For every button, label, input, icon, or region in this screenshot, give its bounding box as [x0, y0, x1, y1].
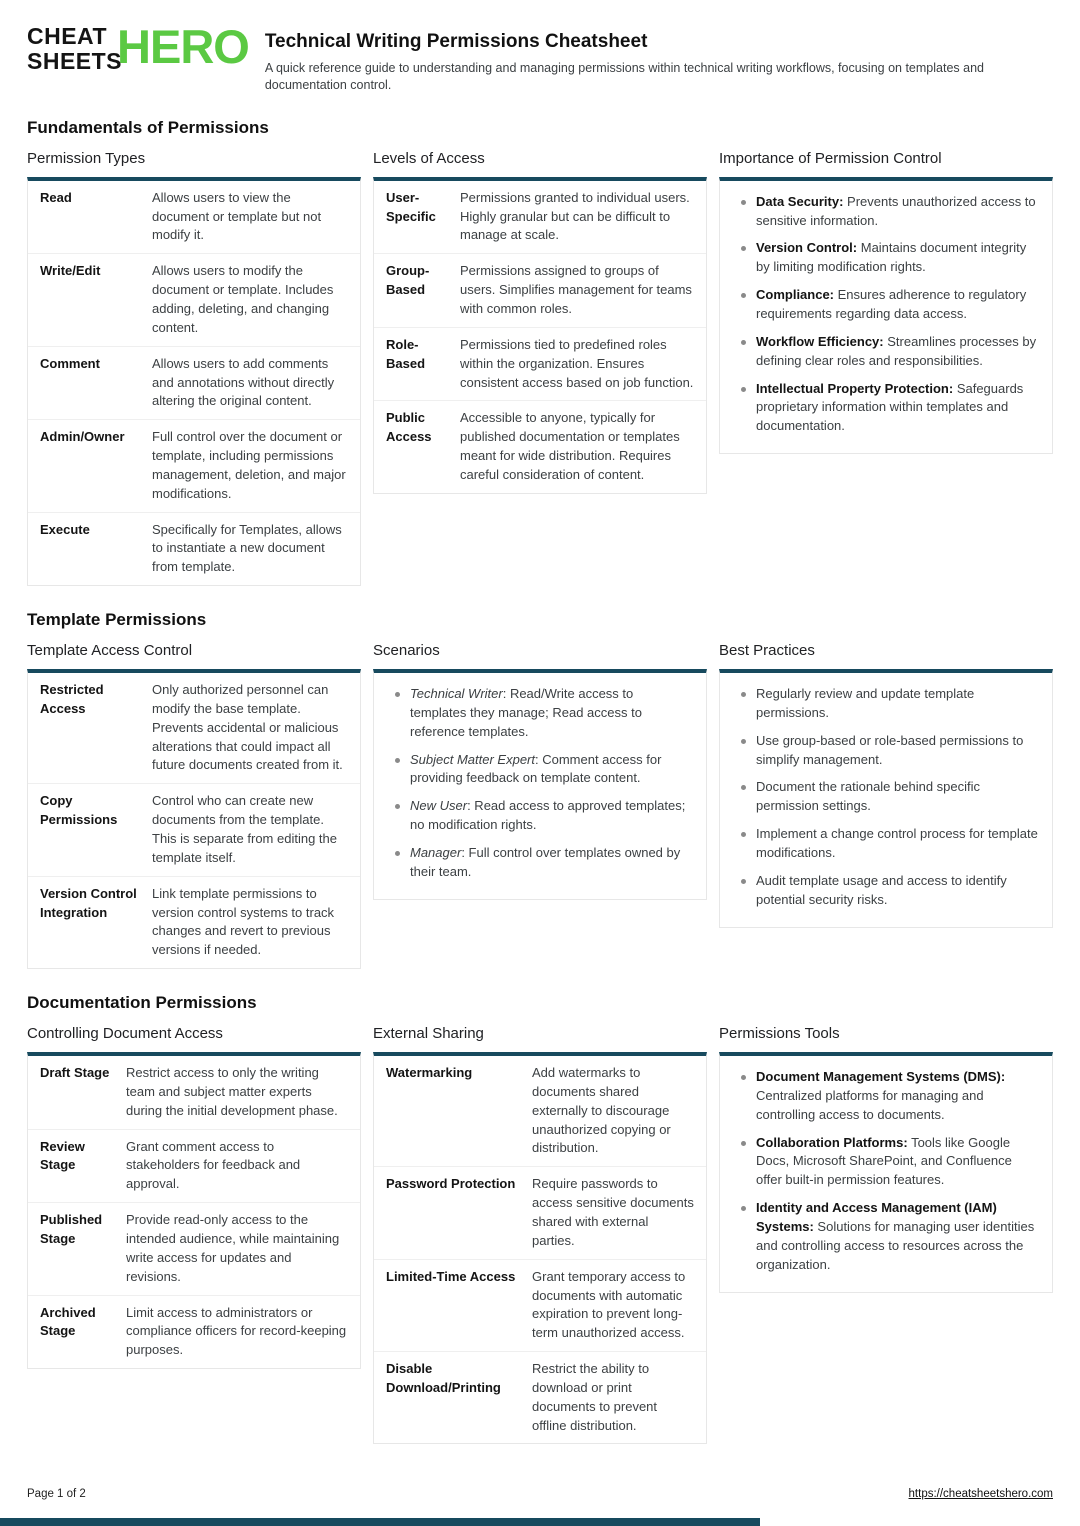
- row-desc: Grant temporary access to documents with automatic expiration to prevent long-term unauthorized access.: [532, 1268, 686, 1341]
- row-desc: Allows users to view the document or template but not modify it.: [152, 189, 322, 243]
- item-lead: Workflow Efficiency:: [756, 333, 884, 349]
- item-text: : Read/Write access to templates they manage; Read access to reference templates.: [410, 686, 642, 739]
- row-desc: Allows users to add comments and annotations without directly altering the original content.: [152, 355, 335, 409]
- list-item: [734, 1068, 1038, 1125]
- item-text: Use group-based or role-based permissions to simplify management.: [756, 732, 1024, 767]
- site-link[interactable]: https://cheatsheetshero.com: [908, 1488, 1053, 1500]
- row-desc: Allows users to modify the document or template. Includes adding, deleting, and changing content.: [152, 263, 334, 335]
- row-desc: Permissions granted to individual users. Highly granular but can be difficult to manage at scale.: [460, 189, 690, 243]
- list-item: [734, 333, 1038, 371]
- row-term: Restricted Access: [40, 682, 104, 716]
- column-heading: Controlling Document Access: [27, 1025, 223, 1043]
- table-row: [28, 877, 360, 968]
- item-lead: Document Management Systems (DMS):: [756, 1069, 1006, 1085]
- row-desc: Restrict the ability to download or print documents to prevent offline distribution.: [532, 1361, 658, 1433]
- item-text: Streamlines processes by defining clear roles and responsibilities.: [756, 333, 1037, 368]
- row-desc: Specifically for Templates, allows to instantiate a new document from template.: [152, 521, 342, 575]
- item-lead: Compliance:: [756, 287, 835, 303]
- table-row: [374, 328, 706, 402]
- list-item: [734, 193, 1038, 231]
- table-row: [374, 1056, 706, 1167]
- column-heading: Scenarios: [373, 642, 440, 660]
- column-heading: Levels of Access: [373, 149, 485, 167]
- column-heading: Permissions Tools: [719, 1025, 840, 1043]
- column-heading: Template Access Control: [27, 642, 193, 660]
- row-desc: Limit access to administrators or compliance officers for record-keeping purposes.: [126, 1304, 347, 1358]
- row-term: Password Protection: [386, 1176, 516, 1192]
- column-permissions-tools: [719, 1025, 1053, 1292]
- cheatsheetshero-logo: [27, 20, 249, 74]
- list-item: [734, 239, 1038, 277]
- table-row: [374, 1260, 706, 1352]
- column-controlling-document-access: [27, 1025, 361, 1369]
- row-desc: Control who can create new documents from the template. This is separate from editing the template itself.: [152, 793, 337, 865]
- bullet-list: [720, 673, 1052, 926]
- row-desc: Full control over the document or template, including permissions management, deletion, and major modifications.: [152, 429, 346, 501]
- list-item: [388, 685, 692, 742]
- table-row: [28, 347, 360, 421]
- row-term: Public Access: [386, 410, 432, 445]
- list-item: [388, 797, 692, 835]
- list-item: [734, 1199, 1038, 1274]
- logo-wordmark: [27, 24, 122, 74]
- column-best-practices: [719, 642, 1053, 927]
- table-row: [28, 1296, 360, 1369]
- row-term: Archived Stage: [40, 1304, 96, 1339]
- item-text: Centralized platforms for managing and controlling access to documents.: [756, 1087, 984, 1122]
- row-desc: Accessible to anyone, typically for published documentation or templates meant for wide distribution. Requires careful consideration of content.: [460, 410, 680, 482]
- section-title-fundamentals: Fundamentals of Permissions: [27, 117, 269, 137]
- table-row: [28, 254, 360, 346]
- permissions-tools-card: [719, 1052, 1053, 1292]
- page-number: Page 1 of 2: [27, 1488, 86, 1500]
- list-item: [388, 844, 692, 882]
- table-row: [28, 420, 360, 512]
- page-break-bar: [0, 1518, 760, 1526]
- logo-word-sheets: SHEETS: [27, 47, 123, 74]
- template-access-card: [27, 669, 361, 969]
- external-sharing-card: [373, 1052, 707, 1444]
- column-heading: Best Practices: [719, 642, 815, 660]
- list-item: [734, 825, 1038, 863]
- item-text: Prevents unauthorized access to sensitive information.: [756, 193, 1036, 228]
- column-permission-types: [27, 150, 361, 586]
- section-title-documentation-permissions: Documentation Permissions: [27, 993, 257, 1013]
- column-external-sharing: [373, 1025, 707, 1444]
- table-row: [374, 1167, 706, 1259]
- list-item: [734, 685, 1038, 723]
- importance-card: [719, 177, 1053, 454]
- section-title-template-permissions: Template Permissions: [27, 610, 207, 630]
- column-heading: External Sharing: [373, 1025, 484, 1043]
- item-lead: New User: [410, 798, 468, 814]
- levels-of-access-card: [373, 177, 707, 494]
- bullet-list: [720, 1056, 1052, 1291]
- scenarios-card: [373, 669, 707, 900]
- row-desc: Require passwords to access sensitive documents shared with external parties.: [532, 1176, 694, 1248]
- row-desc: Only authorized personnel can modify the base template. Prevents accidental or malicious alterations that could impact all future documents created from it.: [152, 682, 343, 773]
- row-term: Role-Based: [386, 336, 426, 371]
- row-term: Read: [40, 189, 72, 205]
- row-desc: Restrict access to only the writing team and subject matter experts during the initial development phase.: [126, 1065, 338, 1118]
- row-desc: Permissions assigned to groups of users. Simplifies management for teams with common roles.: [460, 263, 692, 316]
- section-template-columns: [27, 642, 1053, 969]
- permission-types-card: [27, 177, 361, 586]
- row-desc: Permissions tied to predefined roles within the organization. Ensures consistent access based on job function.: [460, 336, 694, 390]
- item-text: Maintains document integrity by limiting modification rights.: [756, 240, 1027, 275]
- logo-word-cheat: CHEAT: [27, 23, 108, 49]
- row-desc: Add watermarks to documents shared externally to discourage unauthorized copying or distribution.: [532, 1065, 671, 1156]
- table-row: [28, 784, 360, 876]
- row-term: Group-Based: [386, 263, 430, 298]
- row-desc: Grant comment access to stakeholders for feedback and approval.: [126, 1138, 301, 1192]
- item-text: : Full control over templates owned by their team.: [410, 845, 681, 879]
- item-lead: Data Security:: [756, 193, 844, 209]
- page-subtitle: A quick reference guide to understanding and managing permissions within technical writing workflows, focusing on templates and documentation control.: [264, 61, 984, 92]
- row-term: Published Stage: [40, 1212, 103, 1246]
- column-heading: Permission Types: [27, 149, 146, 167]
- row-term: Disable Download/Printing: [386, 1361, 501, 1395]
- item-text: Audit template usage and access to identify potential security risks.: [756, 872, 1007, 907]
- table-row: [28, 181, 360, 255]
- column-template-access-control: [27, 642, 361, 969]
- item-text: Ensures adherence to regulatory requirements regarding data access.: [756, 287, 1027, 321]
- table-row: [374, 401, 706, 492]
- row-term: Watermarking: [386, 1065, 473, 1081]
- row-desc: Link template permissions to version control systems to track changes and revert to previous versions if needed.: [152, 885, 335, 958]
- item-text: Document the rationale behind specific permission settings.: [756, 779, 981, 814]
- row-term: Review Stage: [40, 1138, 85, 1173]
- column-heading: Importance of Permission Control: [719, 149, 942, 167]
- item-text: : Read access to approved templates; no modification rights.: [410, 798, 686, 833]
- column-levels-of-access: [373, 150, 707, 494]
- list-item: [734, 872, 1038, 910]
- row-term: Comment: [40, 355, 100, 371]
- list-item: [734, 380, 1038, 437]
- section-documentation-columns: [27, 1025, 1053, 1444]
- footer: [27, 1488, 1053, 1500]
- item-text: Safeguards proprietary information within templates and documentation.: [756, 380, 1024, 434]
- table-row: [374, 254, 706, 328]
- table-row: [374, 181, 706, 255]
- item-lead: Intellectual Property Protection:: [756, 380, 954, 396]
- item-lead: Technical Writer: [410, 686, 503, 702]
- header-text: [265, 24, 1053, 94]
- row-term: User-Specific: [386, 189, 436, 224]
- item-lead: Collaboration Platforms:: [756, 1134, 908, 1150]
- item-text: Tools like Google Docs, Microsoft SharePoint, and Confluence offer built-in permission features.: [756, 1134, 1012, 1188]
- row-term: Limited-Time Access: [386, 1268, 516, 1284]
- best-practices-card: [719, 669, 1053, 927]
- header: [27, 20, 1053, 94]
- list-item: [734, 286, 1038, 324]
- document-access-card: [27, 1052, 361, 1369]
- bullet-list: [374, 673, 706, 899]
- item-lead: Identity and Access Management (IAM) Systems:: [756, 1200, 997, 1234]
- column-scenarios: [373, 642, 707, 900]
- column-importance-permission-control: [719, 150, 1053, 454]
- item-text: : Comment access for providing feedback on template content.: [410, 751, 662, 786]
- page-title: Technical Writing Permissions Cheatsheet: [264, 31, 648, 52]
- row-term: Version Control Integration: [40, 885, 137, 920]
- item-text: Regularly review and update template permissions.: [756, 686, 975, 720]
- logo-word-hero: HERO: [117, 20, 249, 73]
- list-item: [734, 732, 1038, 770]
- table-row: [28, 673, 360, 784]
- bullet-list: [720, 181, 1052, 453]
- list-item: [388, 751, 692, 789]
- list-item: [734, 1134, 1038, 1191]
- section-fundamentals-columns: [27, 150, 1053, 586]
- row-desc: Provide read-only access to the intended audience, while maintaining write access for updates and revisions.: [126, 1212, 340, 1284]
- item-lead: Version Control:: [756, 240, 858, 256]
- row-term: Copy Permissions: [40, 793, 118, 828]
- item-lead: Manager: [410, 845, 462, 860]
- table-row: [28, 1130, 360, 1204]
- row-term: Admin/Owner: [40, 429, 125, 445]
- item-text: Solutions for managing user identities and controlling access to resources across the organization.: [756, 1218, 1035, 1272]
- table-row: [374, 1352, 706, 1443]
- list-item: [734, 778, 1038, 816]
- table-row: [28, 1056, 360, 1130]
- table-row: [28, 513, 360, 586]
- item-text: Implement a change control process for template modifications.: [756, 826, 1038, 860]
- table-row: [28, 1203, 360, 1295]
- row-term: Write/Edit: [40, 263, 101, 279]
- row-term: Execute: [40, 521, 90, 537]
- item-lead: Subject Matter Expert: [410, 751, 535, 767]
- row-term: Draft Stage: [40, 1065, 110, 1081]
